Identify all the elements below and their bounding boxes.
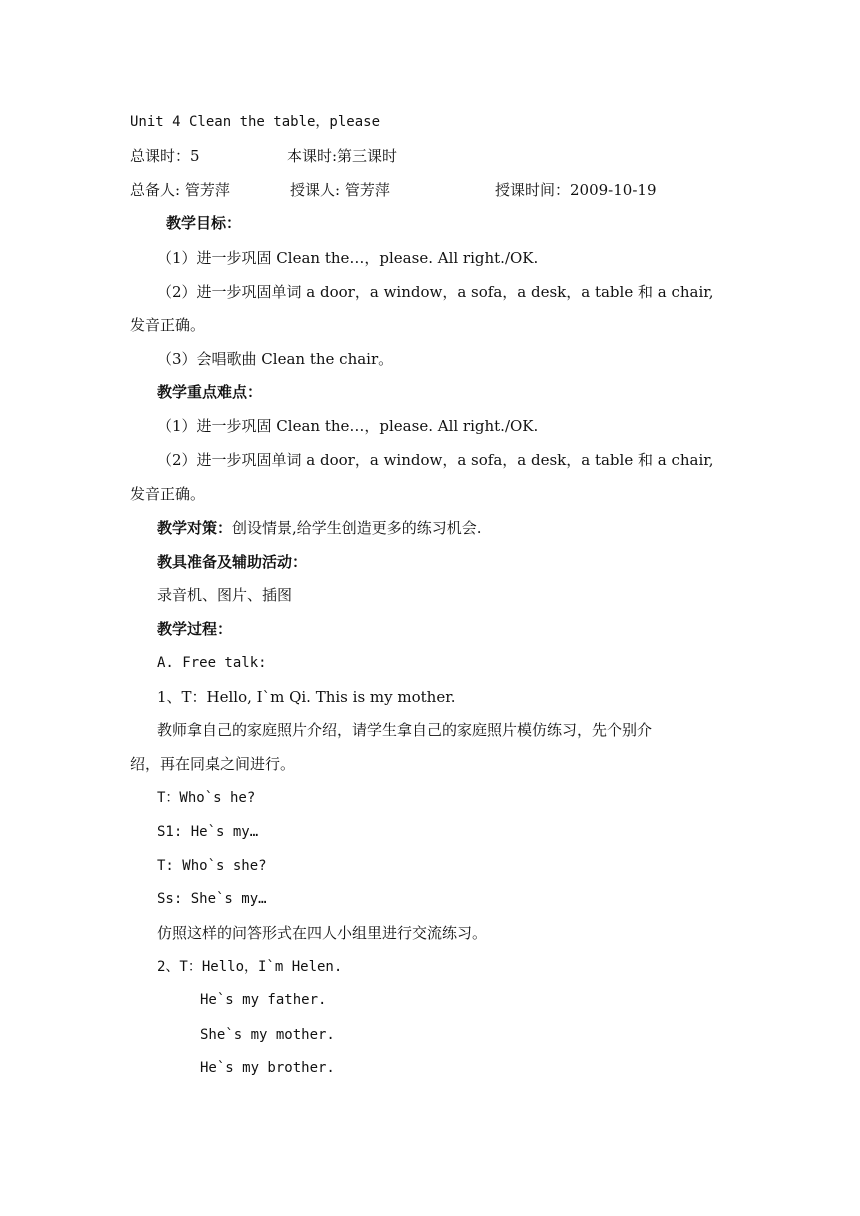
process-heading: 教学过程： [157, 620, 233, 638]
dialogue-line: Ss: She`s my… [157, 891, 267, 907]
aids-text: 录音机、图片、插图 [157, 586, 293, 604]
process-line: 仿照这样的问答形式在四人小组里进行交流练习。 [157, 924, 488, 942]
dialogue-line: T: Who`s she? [157, 858, 267, 874]
goal-item: （3）会唱歌曲 Clean the chair。 [157, 350, 394, 368]
goals-heading: 教学目标： [166, 214, 242, 232]
strategy-line [157, 518, 730, 538]
dialogue-line: T：Who`s he? [157, 790, 256, 806]
dialogue-line: She`s my mother. [200, 1027, 335, 1043]
dialogue-line: S1: He`s my… [157, 824, 259, 840]
document-title: Unit 4 Clean the table，please [130, 114, 381, 130]
process-line: 1、T：Hello, I`m Qi. This is my mother. [157, 688, 456, 706]
process-line: 教师拿自己的家庭照片介绍，请学生拿自己的家庭照片模仿练习，先个别介 [157, 721, 653, 739]
teacher: 授课人: 管芳萍 [290, 181, 390, 199]
dialogue-line: He`s my brother. [200, 1060, 335, 1076]
goal-item: （1）进一步巩固 Clean the…，please. All right./OK. [157, 249, 539, 267]
keypoints-heading: 教学重点难点： [157, 383, 263, 401]
keypoint-item-cont: 发音正确。 [130, 485, 206, 503]
keypoint-item: （2）进一步巩固单词 a door，a window，a sofa，a desk，a table 和 a chair, [157, 451, 714, 469]
aids-heading: 教具准备及辅助活动： [157, 553, 308, 571]
section-a-heading: A. Free talk: [157, 655, 267, 671]
goal-item: （2）进一步巩固单词 a door，a window，a sofa，a desk，a table 和 a chair, [157, 283, 714, 301]
current-lesson: 本课时:第三课时 [287, 147, 398, 165]
strategy-text: 创设情景,给学生创造更多的练习机会. [232, 519, 482, 537]
preparer: 总备人: 管芳萍 [130, 181, 230, 199]
keypoint-item: （1）进一步巩固 Clean the…，please. All right./OK. [157, 417, 539, 435]
dialogue-line: He`s my father. [200, 992, 327, 1008]
total-lessons: 总课时：5 [130, 147, 200, 165]
strategy-label: 教学对策： [157, 519, 233, 537]
lesson-date: 授课时间：2009-10-19 [495, 181, 657, 199]
dialogue-line: 2、T：Hello，I`m Helen. [157, 959, 343, 975]
process-line-cont: 绍，再在同桌之间进行。 [130, 755, 296, 773]
goal-item-cont: 发音正确。 [130, 316, 206, 334]
